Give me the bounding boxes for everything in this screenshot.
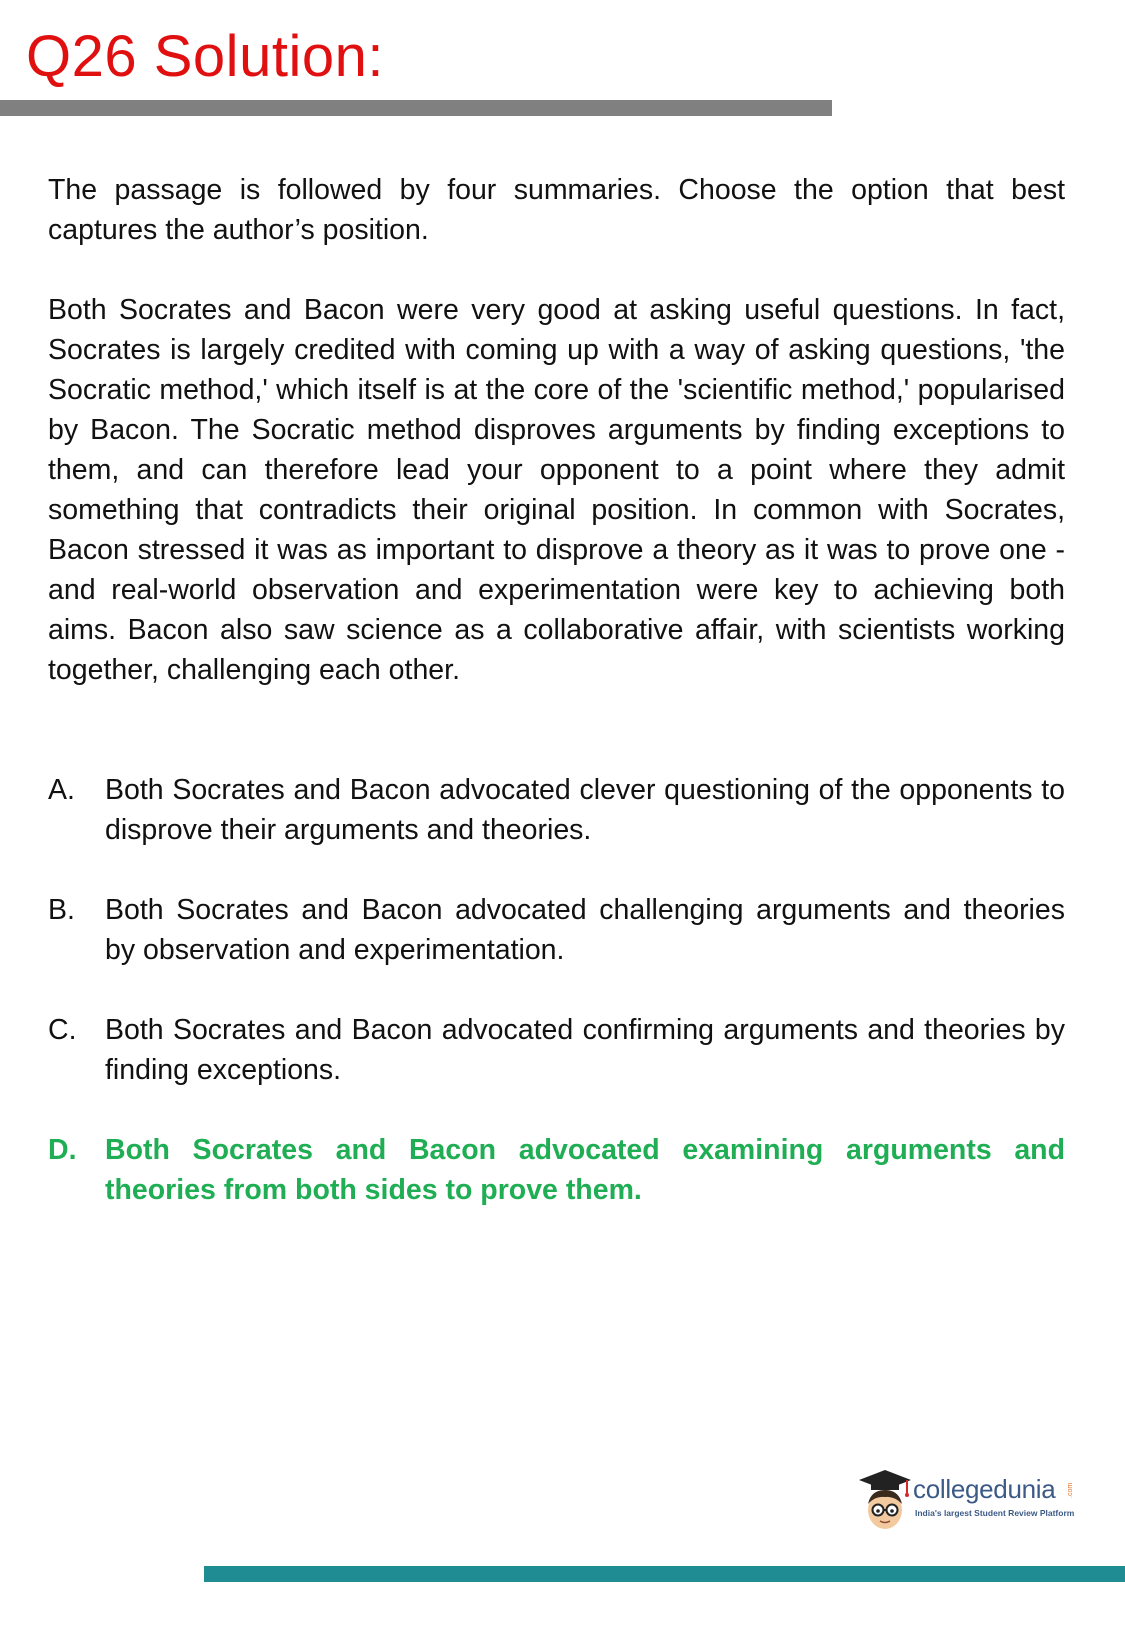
mascot-icon	[855, 1466, 913, 1534]
passage-text: Both Socrates and Bacon were very good at asking useful questions. In fact, Socrates is largely credited with coming up with a way of asking questions, 'the Socratic method,' which itself is at the core of the 'scientific method,' popularised by Bacon. The Socratic method disproves arguments by finding exceptions to them, and can therefore lead your opponent to a point where they admit something that contradicts their original position. In common with Socrates, Bacon stressed it was as important to disprove a theory as it was to prove one - and real-world observation and experimentation were key to achieving both aims. Bacon also saw science as a collaborative affair, with scientists working together, challenging each other.	[48, 294, 1065, 686]
option-c	[48, 1010, 1065, 1090]
collegedunia-logo	[855, 1466, 1085, 1546]
logo-wordmark: collegedunia	[913, 1474, 1056, 1504]
option-text: Both Socrates and Bacon advocated challenging arguments and theories by observation and experimentation.	[105, 894, 1065, 966]
question-content	[48, 170, 1065, 1250]
option-a	[48, 770, 1065, 850]
options-list	[48, 770, 1065, 1210]
option-letter: B.	[48, 894, 75, 926]
title-divider	[0, 100, 832, 116]
footer-divider	[204, 1566, 1125, 1582]
option-text: Both Socrates and Bacon advocated confirming arguments and theories by finding exceptions.	[105, 1014, 1065, 1086]
option-text: Both Socrates and Bacon advocated clever questioning of the opponents to disprove their arguments and theories.	[105, 774, 1065, 846]
question-instruction: The passage is followed by four summaries. Choose the option that best captures the author’s position.	[48, 174, 1065, 246]
logo-domain-suffix: .com	[1067, 1482, 1074, 1498]
option-letter: D.	[48, 1134, 77, 1166]
page-title: Q26 Solution:	[26, 24, 384, 89]
option-d-correct-answer	[48, 1130, 1065, 1210]
option-letter: C.	[48, 1014, 77, 1046]
logo-tagline: India's largest Student Review Platform	[915, 1508, 1075, 1518]
option-letter: A.	[48, 774, 75, 806]
option-b	[48, 890, 1065, 970]
option-text: Both Socrates and Bacon advocated examining arguments and theories from both sides to prove them.	[105, 1134, 1065, 1206]
